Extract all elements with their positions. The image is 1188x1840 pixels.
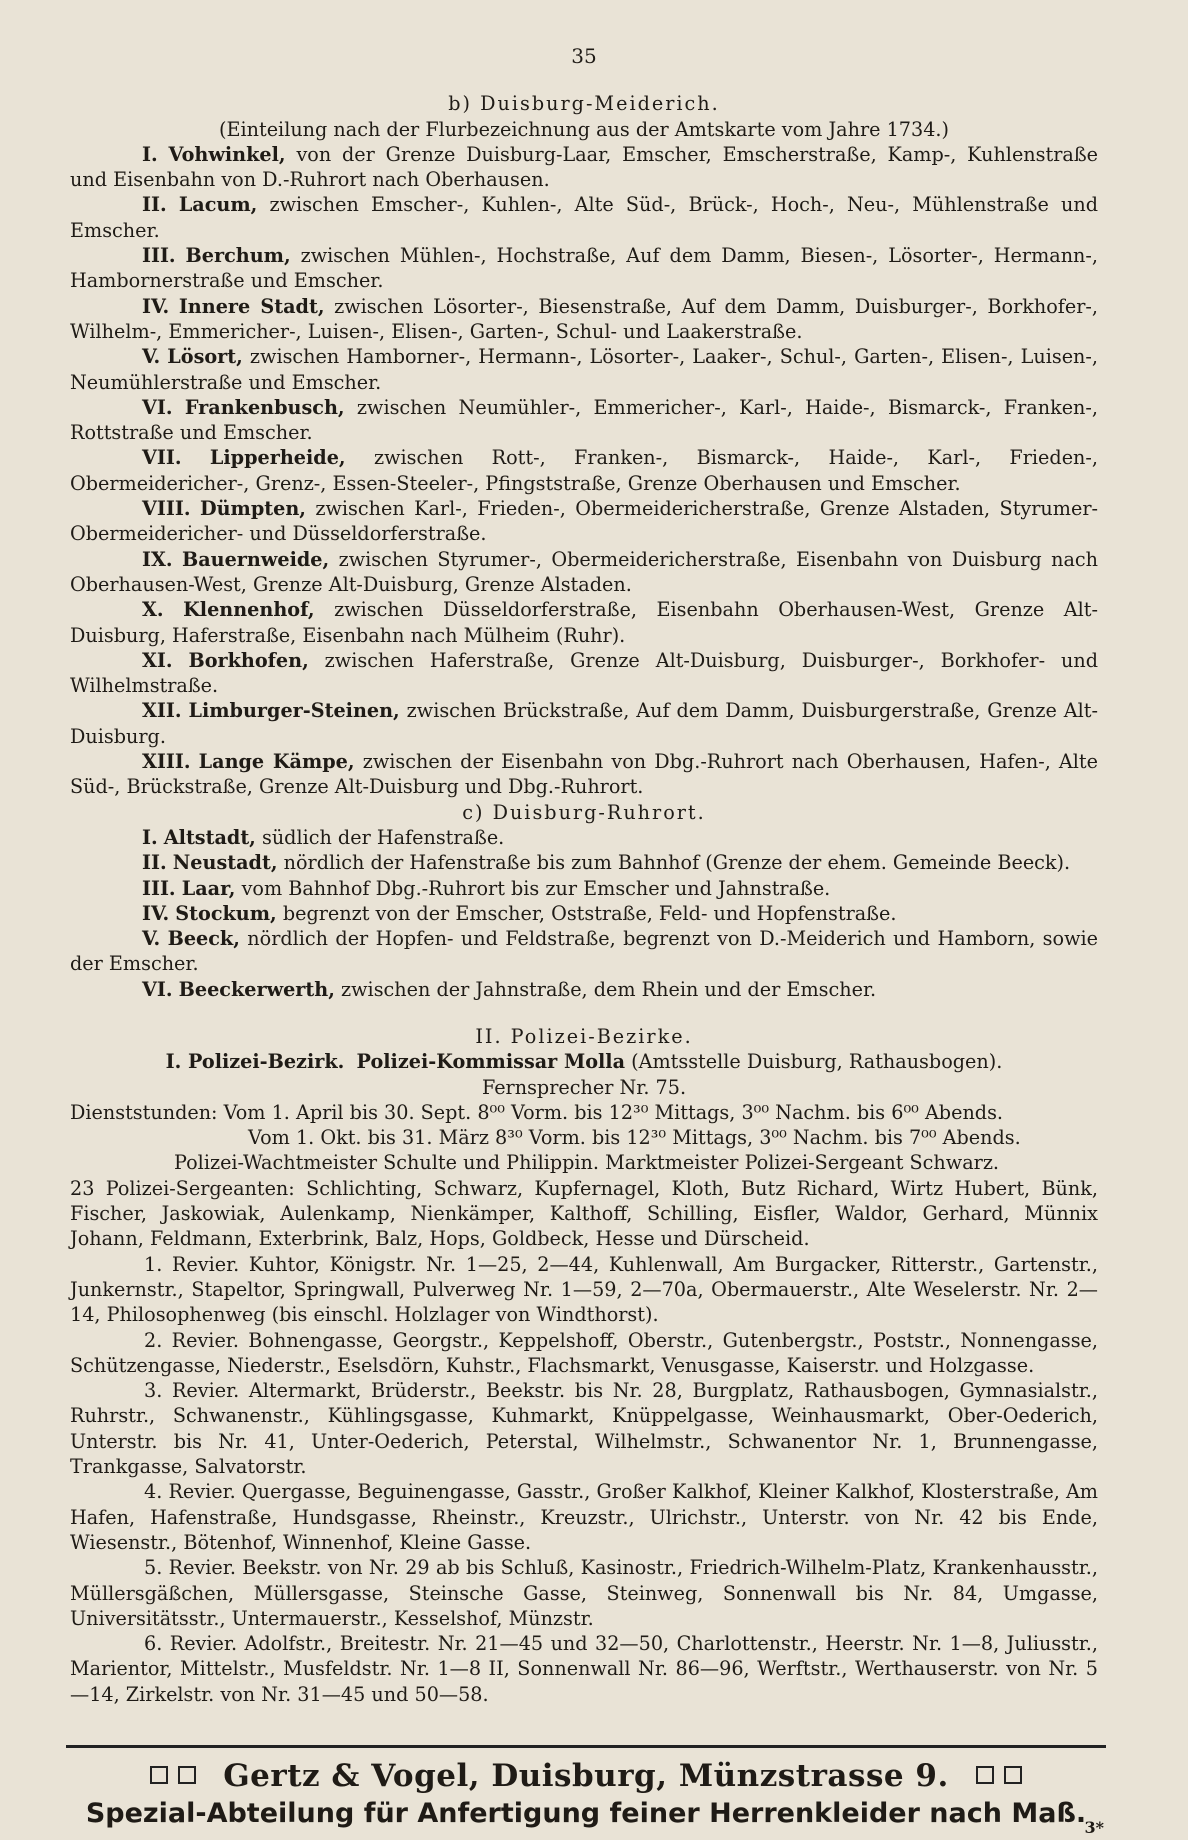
entry-name: Frankenbusch, xyxy=(184,395,345,419)
entry-name: Beeckerwerth, xyxy=(178,977,335,1001)
entry-text: zwischen der Eisenbahn von Dbg.-Ruhrort nach Oberhausen, Hafen-, Alte Süd-, Brückstraße, Grenze Alt-Duisburg und Dbg.-Ruhrort. xyxy=(70,750,1098,799)
square-ornament-icon xyxy=(150,1766,168,1784)
entry-text: zwischen Düsseldorferstraße, Eisenbahn Oberhausen-West, Grenze Alt-Duisburg, Haferstraße, Eisenbahn nach Mülheim (Ruhr). xyxy=(70,598,1098,647)
advertisement xyxy=(66,1745,1106,1829)
district-entry xyxy=(70,597,1098,648)
page-content xyxy=(70,40,1098,1707)
district-entry xyxy=(70,344,1098,395)
entry-name: Altstadt, xyxy=(163,825,256,849)
commissioner-office: (Amtsstelle Duisburg, Rathausbogen). xyxy=(625,1050,1003,1074)
entry-number: IX. xyxy=(142,547,173,571)
entry-text: von der Grenze Duisburg-Laar, Emscher, Emscherstraße, Kamp-, Kuhlenstraße und Eisenbahn von D.-Ruhrort nach Oberhausen. xyxy=(70,142,1098,192)
entry-text: vom Bahnhof Dbg.-Ruhrort bis zur Emscher und Jahnstraße. xyxy=(235,876,831,900)
district-entry xyxy=(70,142,1098,193)
entry-name: Berchum, xyxy=(185,244,291,268)
entry-number: IV. xyxy=(142,294,170,318)
entry-name: Lipperheide, xyxy=(209,446,346,470)
district-entry xyxy=(70,294,1098,345)
entry-number: VI. xyxy=(142,395,173,419)
entry-name: Innere Stadt, xyxy=(178,294,325,318)
page-number: 35 xyxy=(571,44,597,68)
section-ii-title: II. Polizei-Bezirke. xyxy=(475,1024,693,1048)
entry-text: zwischen Neumühler-, Emmericher-, Karl-, Haide-, Bismarck-, Franken-, Rottstraße und Emscher. xyxy=(70,395,1098,445)
entry-number: IV. xyxy=(142,901,170,925)
entry-number: II. xyxy=(142,193,167,217)
district-entry xyxy=(70,243,1098,294)
ad-line-1 xyxy=(66,1758,1106,1794)
district-entry xyxy=(70,547,1098,598)
entry-text: zwischen Lösorter-, Biesenstraße, Auf dem Damm, Duisburger-, Borkhofer-, Wilhelm-, Emmericher-, Luisen-, Elisen-, Garten-, Schul- und Laakerstraße. xyxy=(70,294,1098,343)
hours-1: Vom 1. April bis 30. Sept. 8⁰⁰ Vorm. bis 12³⁰ Mittags, 3⁰⁰ Nachm. bis 6⁰⁰ Abends. xyxy=(223,1100,1004,1124)
entry-name: Bauernweide, xyxy=(182,547,330,571)
section-b-entries xyxy=(70,142,1098,800)
district-entry xyxy=(70,496,1098,547)
reviere-list xyxy=(70,1252,1098,1707)
entry-name: Klennenhof, xyxy=(183,598,315,622)
entry-name: Lacum, xyxy=(178,193,258,217)
entry-number: XIII. xyxy=(142,750,191,774)
entry-number: II. xyxy=(142,851,167,875)
entry-name: Beeck, xyxy=(167,927,240,951)
entry-name: Vohwinkel, xyxy=(168,142,286,166)
entry-number: X. xyxy=(142,598,164,622)
district-entry xyxy=(70,977,1098,1002)
entry-text: zwischen Styrumer-, Obermeidericherstraße, Eisenbahn von Duisburg nach Oberhausen-West, Grenze Alt-Duisburg, Grenze Alstaden. xyxy=(70,547,1098,596)
district-entry xyxy=(70,648,1098,699)
district-entry xyxy=(70,901,1098,926)
entry-text: südlich der Hafenstraße. xyxy=(255,825,505,849)
entry-number: III. xyxy=(142,244,176,268)
entry-number: VII. xyxy=(142,446,182,470)
revier-entry: 4. Revier. Quergasse, Beguinengasse, Gasstr., Großer Kalkhof, Kleiner Kalkhof, Klosterstraße, Am Hafen, Hafenstraße, Hundsgasse, Rheinstr., Kreuzstr., Ulrichstr., Unterstr. von Nr. 42 bis Ende, Wiesenstr., Bötenhof, Winnenhof, Kleine Gasse. xyxy=(70,1480,1098,1554)
entry-name: Dümpten, xyxy=(199,497,306,521)
entry-number: I. xyxy=(142,142,158,166)
district-entry xyxy=(70,850,1098,875)
sergeants: 23 Polizei-Sergeanten: Schlichting, Schwarz, Kupfernagel, Kloth, Butz Richard, Wirtz Hubert, Bünk, Fischer, Jaskowiak, Aulenkamp, Nienkämper, Kalthoff, Schilling, Eisfler, Waldor, Gerhard, Münnix Johann, Feldmann, Exterbrink, Balz, Hops, Goldbeck, Hesse und Dürscheid. xyxy=(70,1176,1098,1251)
district-entry xyxy=(70,698,1098,749)
entry-text: begrenzt von der Emscher, Oststraße, Feld- und Hopfenstraße. xyxy=(276,901,897,925)
revier-entry: 3. Revier. Altermarkt, Brüderstr., Beekstr. bis Nr. 28, Burgplatz, Rathausbogen, Gymnasialstr., Ruhrstr., Schwanenstr., Kühlingsgasse, Kuhmarkt, Knüppelgasse, Weinhausmarkt, Ober-Oederich, Unterstr. bis Nr. 41, Unter-Oederich, Peterstal, Wilhelmstr., Schwanentor Nr. 1, Brunnengasse, Trankgasse, Salvatorstr. xyxy=(70,1379,1098,1479)
district-entry xyxy=(70,395,1098,446)
entry-name: Borkhofen, xyxy=(188,648,309,672)
entry-text: nördlich der Hopfen- und Feldstraße, begrenzt von D.-Meiderich und Hamborn, sowie der Emscher. xyxy=(70,927,1098,976)
entry-number: XII. xyxy=(142,699,182,723)
district-entry xyxy=(70,192,1098,243)
section-b-title: b) Duisburg-Meiderich. xyxy=(448,92,720,116)
hours-line-1 xyxy=(70,1100,1098,1125)
section-c-entries xyxy=(70,825,1098,1002)
entry-text: zwischen Brückstraße, Auf dem Damm, Duisburgerstraße, Grenze Alt-Duisburg. xyxy=(70,699,1098,748)
district-entry xyxy=(70,876,1098,901)
entry-number: V. xyxy=(142,927,161,951)
revier-entry: 2. Revier. Bohnengasse, Georgstr., Keppelshoff, Oberstr., Gutenbergstr., Poststr., Nonnengasse, Schützengasse, Niederstr., Eselsdörn, Kuhstr., Flachsmarkt, Venusgasse, Kaiserstr. und Holzgasse. xyxy=(70,1328,1098,1377)
entry-number: V. xyxy=(142,345,161,369)
revier-entry: 6. Revier. Adolfstr., Breitestr. Nr. 21—45 und 32—50, Charlottenstr., Heerstr. Nr. 1—8, Juliusstr., Marientor, Mittelstr., Musfeldstr. Nr. 1—8 II, Sonnenwall Nr. 86—96, Werftstr., Werthauserstr. von Nr. 5—14, Zirkelstr. von Nr. 31—45 und 50—58. xyxy=(70,1632,1098,1706)
square-ornament-icon xyxy=(976,1766,994,1784)
entry-text: nördlich der Hafenstraße bis zum Bahnhof (Grenze der ehem. Gemeinde Beeck). xyxy=(277,851,1071,875)
entry-name: Laar, xyxy=(181,876,236,900)
district-head: I. Polizei-Bezirk. xyxy=(165,1050,345,1074)
phone: Fernsprecher Nr. 75. xyxy=(481,1075,687,1099)
entry-name: Neustadt, xyxy=(172,851,278,875)
district-heading xyxy=(70,1049,1098,1074)
ad-line-2: Spezial-Abteilung für Anfertigung feiner Herrenkleider nach Maß. xyxy=(85,1798,1087,1829)
entry-number: VI. xyxy=(142,977,173,1001)
entry-number: I. xyxy=(142,825,158,849)
entry-text: zwischen Haferstraße, Grenze Alt-Duisburg, Duisburger-, Borkhofer- und Wilhelmstraße. xyxy=(70,648,1098,698)
entry-number: VIII. xyxy=(142,497,191,521)
entry-name: Lange Kämpe, xyxy=(198,750,355,774)
entry-name: Lösort, xyxy=(167,345,243,369)
square-ornament-icon xyxy=(178,1766,196,1784)
entry-text: zwischen Hamborner-, Hermann-, Lösorter-, Laaker-, Schul-, Garten-, Elisen-, Luisen-, Neumühlerstraße und Emscher. xyxy=(70,345,1098,394)
entry-number: III. xyxy=(142,876,176,900)
entry-text: zwischen Karl-, Frieden-, Obermeidericherstraße, Grenze Alstaden, Styrumer-Obermeidericher- und Düsseldorferstraße. xyxy=(70,497,1098,546)
entry-number: XI. xyxy=(142,648,173,672)
staff: Polizei-Wachtmeister Schulte und Philippin. Marktmeister Polizei-Sergeant Schwarz. xyxy=(174,1151,1000,1175)
hours-label: Dienststunden: xyxy=(70,1100,218,1124)
revier-entry: 1. Revier. Kuhtor, Königstr. Nr. 1—25, 2—44, Kuhlenwall, Am Burgacker, Ritterstr., Gartenstr., Junkernstr., Stapeltor, Springwall, Pulverweg Nr. 1—59, 2—70a, Obermauerstr., Alte Weselerstr. Nr. 2—14, Philosophenweg (bis einschl. Holzlager von Windthorst). xyxy=(70,1252,1098,1327)
entry-text: zwischen Mühlen-, Hochstraße, Auf dem Damm, Biesen-, Lösorter-, Hermann-, Hambornerstraße und Emscher. xyxy=(70,244,1098,293)
entry-text: zwischen Emscher-, Kuhlen-, Alte Süd-, Brück-, Hoch-, Neu-, Mühlenstraße und Emscher. xyxy=(70,193,1098,242)
entry-name: Stockum, xyxy=(175,901,277,925)
entry-name: Limburger-Steinen, xyxy=(188,699,400,723)
district-entry xyxy=(70,445,1098,496)
entry-text: zwischen Rott-, Franken-, Bismarck-, Haide-, Karl-, Frieden-, Obermeidericher-, Grenz-, Essen-Steeler-, Pfingststraße, Grenze Oberhausen und Emscher. xyxy=(70,446,1098,495)
entry-text: zwischen der Jahnstraße, dem Rhein und der Emscher. xyxy=(334,977,877,1001)
section-b-subtitle: (Einteilung nach der Flurbezeichnung aus der Amtskarte vom Jahre 1734.) xyxy=(219,117,949,141)
revier-entry: 5. Revier. Beekstr. von Nr. 29 ab bis Schluß, Kasinostr., Friedrich-Wilhelm-Platz, Krankenhausstr., Müllersgäßchen, Müllersgasse, Steinsche Gasse, Steinweg, Sonnenwall bis Nr. 84, Umgasse, Universitätsstr., Untermauerstr., Kesselshof, Münzstr. xyxy=(70,1556,1098,1630)
ad-company: Gertz & Vogel, Duisburg, Münzstrasse 9. xyxy=(223,1758,949,1794)
district-entry xyxy=(70,749,1098,800)
district-entry xyxy=(70,926,1098,977)
hours-2: Vom 1. Okt. bis 31. März 8³⁰ Vorm. bis 12³⁰ Mittags, 3⁰⁰ Nachm. bis 7⁰⁰ Abends. xyxy=(248,1126,1021,1150)
district-entry xyxy=(70,825,1098,850)
commissioner: Polizei-Kommissar Molla xyxy=(356,1050,626,1074)
square-ornament-icon xyxy=(1004,1766,1022,1784)
section-c-title: c) Duisburg-Ruhrort. xyxy=(462,800,706,824)
signature-mark: 3* xyxy=(1084,1818,1104,1837)
